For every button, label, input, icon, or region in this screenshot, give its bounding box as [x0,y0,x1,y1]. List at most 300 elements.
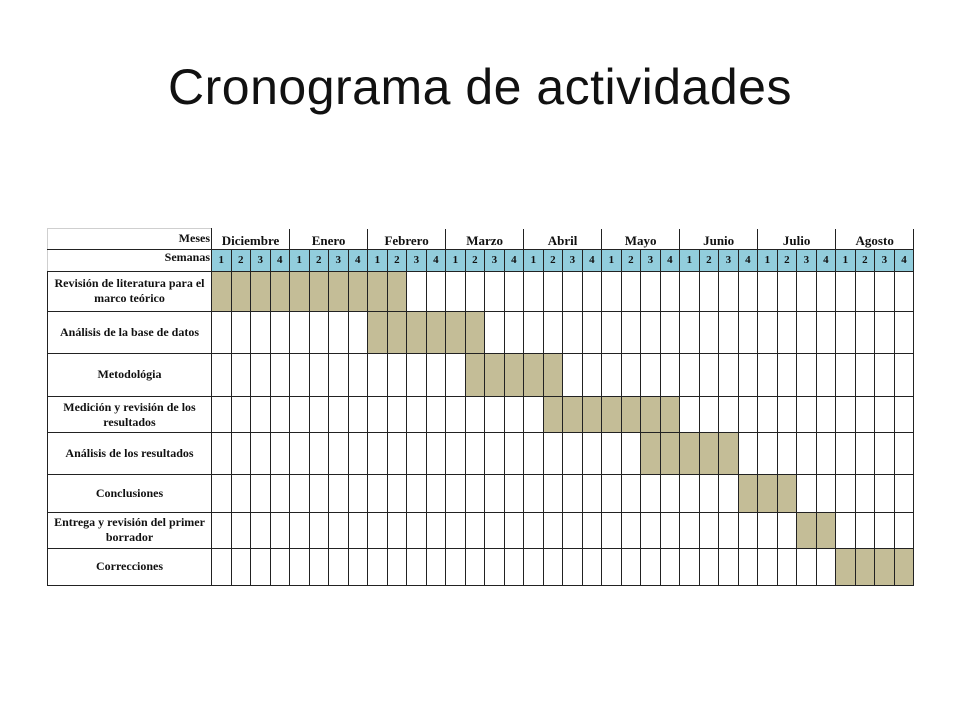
active-week-cell [348,272,368,311]
active-week-cell [719,433,739,474]
week-cell [582,272,602,311]
week-cell [251,353,271,396]
week-cell [836,353,856,396]
active-week-cell [738,474,758,512]
week-cell [446,548,466,585]
week-cell [894,353,914,396]
week-number: 3 [719,249,739,272]
week-cell [894,272,914,311]
week-cell [602,353,622,396]
active-week-cell [290,272,310,311]
week-cell [563,512,583,548]
week-cell [875,272,895,311]
week-cell [329,512,349,548]
week-number: 2 [543,249,563,272]
week-cell [582,474,602,512]
week-cell [309,353,329,396]
weeks-label: Semanas [48,249,212,272]
activity-name: Análisis de la base de datos [48,311,212,353]
week-cell [251,474,271,512]
week-cell [797,433,817,474]
week-cell [251,311,271,353]
week-cell [231,353,251,396]
week-cell [387,548,407,585]
week-number: 1 [680,249,700,272]
week-cell [797,474,817,512]
week-cell [368,353,388,396]
week-cell [212,353,232,396]
week-cell [465,512,485,548]
week-cell [543,512,563,548]
activity-name: Medición y revisión de los resultados [48,397,212,433]
week-number: 2 [699,249,719,272]
week-cell [212,474,232,512]
week-cell [777,311,797,353]
activity-name: Correcciones [48,548,212,585]
active-week-cell [329,272,349,311]
week-cell [504,433,524,474]
activity-row [48,311,914,353]
week-cell [660,353,680,396]
week-cell [719,397,739,433]
week-cell [855,474,875,512]
active-week-cell [407,311,427,353]
week-cell [426,272,446,311]
month-header: Agosto [836,229,914,250]
active-week-cell [465,311,485,353]
week-cell [543,474,563,512]
month-header: Mayo [602,229,680,250]
week-cell [660,548,680,585]
week-cell [875,512,895,548]
week-cell [251,548,271,585]
week-cell [699,548,719,585]
week-cell [329,433,349,474]
week-cell [836,474,856,512]
active-week-cell [758,474,778,512]
week-number: 3 [563,249,583,272]
week-cell [875,397,895,433]
week-number: 4 [582,249,602,272]
activity-row [48,353,914,396]
activity-name: Entrega y revisión del primer borrador [48,512,212,548]
week-cell [621,512,641,548]
week-cell [602,272,622,311]
week-cell [407,353,427,396]
week-cell [738,433,758,474]
week-cell [485,512,505,548]
active-week-cell [797,512,817,548]
week-number: 3 [875,249,895,272]
active-week-cell [543,397,563,433]
week-cell [368,397,388,433]
week-cell [777,272,797,311]
week-cell [524,474,544,512]
week-cell [309,397,329,433]
week-cell [407,272,427,311]
week-cell [290,548,310,585]
active-week-cell [426,311,446,353]
week-cell [738,397,758,433]
week-cell [680,311,700,353]
week-cell [446,433,466,474]
week-cell [816,474,836,512]
week-cell [543,548,563,585]
week-number: 2 [465,249,485,272]
week-cell [329,311,349,353]
active-week-cell [602,397,622,433]
active-week-cell [446,311,466,353]
week-cell [270,353,290,396]
week-cell [485,311,505,353]
week-cell [290,397,310,433]
week-cell [836,397,856,433]
active-week-cell [387,311,407,353]
schedule-table [47,228,914,586]
active-week-cell [855,548,875,585]
active-week-cell [563,397,583,433]
week-cell [719,512,739,548]
week-cell [504,512,524,548]
month-header: Febrero [368,229,446,250]
week-cell [504,397,524,433]
week-number: 3 [329,249,349,272]
week-cell [446,512,466,548]
week-cell [894,433,914,474]
week-cell [387,353,407,396]
page-title: Cronograma de actividades [168,59,792,115]
week-cell [231,548,251,585]
week-cell [524,548,544,585]
active-week-cell [641,433,661,474]
week-cell [290,512,310,548]
week-cell [855,311,875,353]
week-cell [270,512,290,548]
week-cell [407,548,427,585]
week-cell [504,548,524,585]
week-cell [875,433,895,474]
week-cell [563,353,583,396]
week-number: 4 [894,249,914,272]
week-cell [524,433,544,474]
week-cell [465,272,485,311]
week-cell [348,474,368,512]
week-cell [855,353,875,396]
week-cell [777,397,797,433]
week-cell [368,512,388,548]
active-week-cell [660,397,680,433]
week-cell [524,397,544,433]
week-number: 1 [758,249,778,272]
active-week-cell [387,272,407,311]
week-cell [797,311,817,353]
week-cell [485,272,505,311]
week-cell [758,512,778,548]
week-cell [426,353,446,396]
active-week-cell [621,397,641,433]
week-cell [290,311,310,353]
week-cell [524,512,544,548]
week-cell [738,512,758,548]
month-header: Enero [290,229,368,250]
week-cell [699,272,719,311]
week-cell [641,512,661,548]
week-cell [816,311,836,353]
week-cell [738,272,758,311]
week-cell [680,397,700,433]
week-cell [387,512,407,548]
week-number: 2 [777,249,797,272]
week-cell [465,474,485,512]
week-number: 2 [309,249,329,272]
week-number: 4 [738,249,758,272]
week-number: 3 [797,249,817,272]
activity-name: Análisis de los resultados [48,433,212,474]
week-number: 1 [290,249,310,272]
week-cell [309,512,329,548]
week-cell [407,474,427,512]
week-cell [504,474,524,512]
week-cell [836,272,856,311]
week-cell [758,548,778,585]
week-cell [738,548,758,585]
week-number: 2 [387,249,407,272]
week-number: 1 [836,249,856,272]
week-cell [777,353,797,396]
month-header: Julio [758,229,836,250]
week-cell [719,311,739,353]
week-cell [212,311,232,353]
week-cell [251,397,271,433]
week-cell [563,433,583,474]
week-cell [485,474,505,512]
week-cell [855,272,875,311]
week-cell [231,433,251,474]
activity-row [48,548,914,585]
active-week-cell [485,353,505,396]
week-cell [543,433,563,474]
week-number: 4 [348,249,368,272]
week-number: 4 [270,249,290,272]
week-number: 4 [504,249,524,272]
week-cell [621,474,641,512]
active-week-cell [251,272,271,311]
week-number: 1 [446,249,466,272]
active-week-cell [875,548,895,585]
week-cell [855,433,875,474]
week-cell [641,474,661,512]
week-cell [485,397,505,433]
week-number: 4 [660,249,680,272]
week-cell [270,474,290,512]
week-cell [407,397,427,433]
week-cell [368,548,388,585]
week-cell [309,548,329,585]
week-cell [621,548,641,585]
week-cell [582,311,602,353]
week-number: 1 [524,249,544,272]
week-cell [894,512,914,548]
week-cell [387,433,407,474]
month-header: Junio [680,229,758,250]
week-number: 3 [407,249,427,272]
week-cell [348,433,368,474]
active-week-cell [270,272,290,311]
week-cell [719,272,739,311]
week-cell [621,272,641,311]
week-cell [543,311,563,353]
week-cell [719,548,739,585]
week-cell [680,353,700,396]
week-cell [251,433,271,474]
week-cell [680,272,700,311]
week-cell [836,433,856,474]
active-week-cell [699,433,719,474]
week-cell [231,512,251,548]
week-cell [699,397,719,433]
week-number: 1 [368,249,388,272]
week-cell [426,474,446,512]
week-cell [446,353,466,396]
week-cell [504,272,524,311]
week-cell [758,311,778,353]
active-week-cell [524,353,544,396]
week-cell [290,474,310,512]
week-cell [524,311,544,353]
week-cell [426,433,446,474]
weeks-row [48,249,914,272]
week-cell [816,397,836,433]
activity-name: Revisión de literatura para el marco teórico [48,272,212,311]
week-cell [641,353,661,396]
week-cell [680,474,700,512]
week-cell [426,548,446,585]
week-cell [485,548,505,585]
week-cell [348,311,368,353]
week-cell [309,311,329,353]
week-cell [348,353,368,396]
active-week-cell [504,353,524,396]
week-cell [446,474,466,512]
week-cell [348,397,368,433]
week-cell [797,272,817,311]
week-cell [777,433,797,474]
week-cell [212,548,232,585]
week-cell [329,353,349,396]
week-cell [270,433,290,474]
week-number: 3 [641,249,661,272]
week-cell [446,397,466,433]
activity-row [48,272,914,311]
active-week-cell [816,512,836,548]
week-cell [563,272,583,311]
week-cell [719,474,739,512]
week-cell [329,548,349,585]
week-cell [290,353,310,396]
week-cell [797,397,817,433]
week-cell [407,512,427,548]
week-cell [212,397,232,433]
week-cell [660,272,680,311]
week-cell [699,353,719,396]
week-cell [660,512,680,548]
week-cell [758,353,778,396]
week-cell [270,397,290,433]
week-cell [270,311,290,353]
week-cell [524,272,544,311]
week-cell [621,433,641,474]
week-cell [446,272,466,311]
active-week-cell [660,433,680,474]
week-cell [329,397,349,433]
week-cell [680,512,700,548]
active-week-cell [836,548,856,585]
week-number: 4 [426,249,446,272]
week-cell [582,353,602,396]
activity-row [48,474,914,512]
week-cell [602,548,622,585]
month-header: Diciembre [212,229,290,250]
week-cell [251,512,271,548]
week-number: 2 [621,249,641,272]
week-number: 4 [816,249,836,272]
month-header: Marzo [446,229,524,250]
week-cell [758,433,778,474]
week-cell [836,311,856,353]
week-cell [797,353,817,396]
week-cell [290,433,310,474]
activity-row [48,433,914,474]
active-week-cell [465,353,485,396]
week-cell [699,512,719,548]
week-cell [602,311,622,353]
week-cell [738,353,758,396]
week-cell [816,272,836,311]
week-cell [212,433,232,474]
week-cell [329,474,349,512]
active-week-cell [212,272,232,311]
week-cell [875,474,895,512]
week-cell [582,433,602,474]
week-cell [719,353,739,396]
week-cell [582,548,602,585]
week-cell [212,512,232,548]
week-cell [387,397,407,433]
active-week-cell [894,548,914,585]
week-cell [699,311,719,353]
week-cell [894,397,914,433]
week-number: 2 [855,249,875,272]
week-cell [855,397,875,433]
week-cell [426,512,446,548]
week-cell [699,474,719,512]
week-cell [660,311,680,353]
week-cell [563,548,583,585]
active-week-cell [777,474,797,512]
week-number: 2 [231,249,251,272]
week-cell [875,353,895,396]
week-cell [875,311,895,353]
active-week-cell [582,397,602,433]
week-cell [777,548,797,585]
week-cell [465,397,485,433]
activity-name: Conclusiones [48,474,212,512]
week-cell [758,272,778,311]
week-cell [309,433,329,474]
week-cell [504,311,524,353]
week-cell [894,474,914,512]
week-cell [797,548,817,585]
